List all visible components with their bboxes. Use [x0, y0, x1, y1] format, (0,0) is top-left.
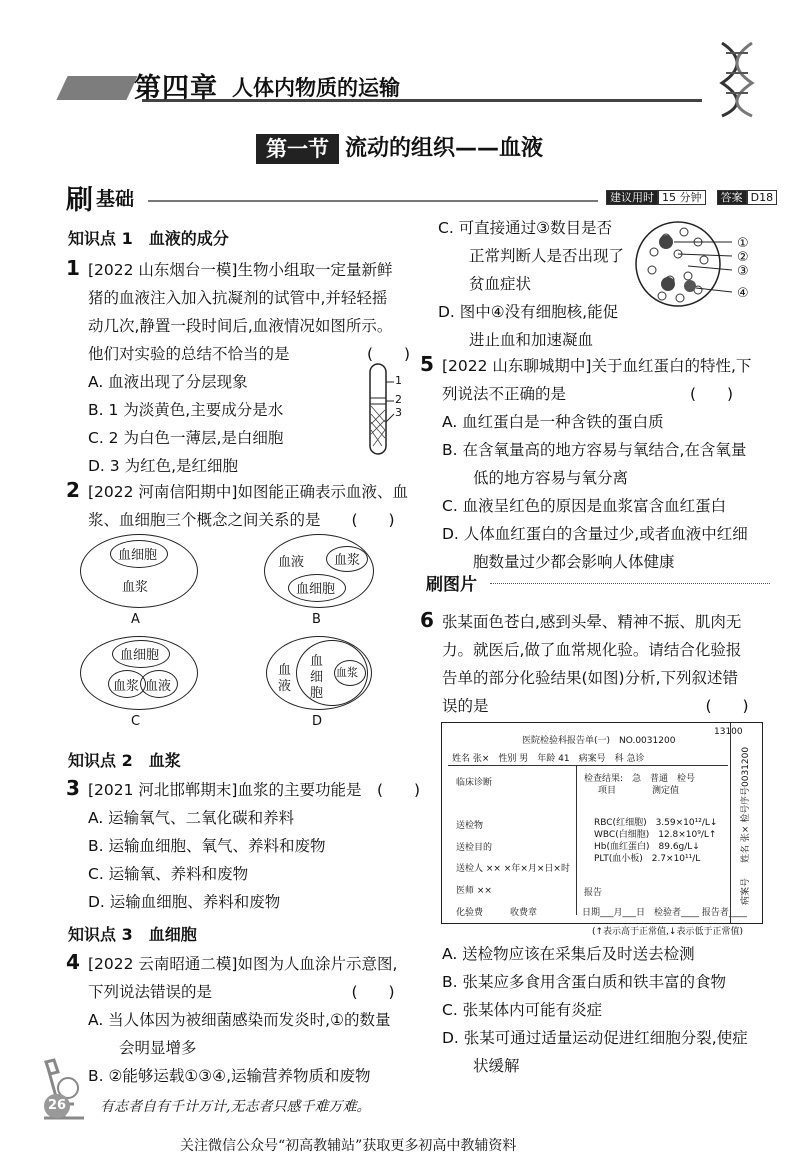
venn-d-text: 细 — [310, 670, 324, 685]
option-label: D — [312, 714, 323, 729]
option-label: A — [131, 612, 140, 627]
tube-label-2: 2 — [395, 393, 402, 406]
basic-title: 基础 — [96, 188, 135, 210]
question-number: 5 — [420, 352, 434, 376]
blood-smear-diagram — [632, 218, 732, 314]
section-title: 流动的组织——血液 — [345, 136, 544, 161]
venn-b-text: 血浆 — [334, 553, 361, 568]
time-tag: 建议用时 15 分钟 答案 D18 — [606, 186, 777, 205]
venn-d-text: 血浆 — [336, 666, 358, 679]
divider — [148, 200, 598, 202]
bottom-notice: 关注微信公众号“初高教辅站”获取更多初高中教辅资料 — [180, 1138, 517, 1154]
knowledge-point-2: 知识点 2 血浆 — [68, 751, 181, 770]
divider — [490, 583, 770, 585]
tube-label-1: 1 — [395, 374, 402, 387]
venn-c-text: 血液 — [145, 679, 172, 694]
chapter-number: 第四章 — [134, 73, 218, 104]
venn-c-text: 血浆 — [113, 679, 140, 694]
venn-a-text: 血浆 — [122, 580, 149, 595]
tube-label-3: 3 — [395, 406, 402, 419]
question-1: [2022 山东烟台一模]生物小组取一定量新鲜 猪的血液注入加入抗凝剂的试管中,并轻轻摇 动几次,静置一段时间后,血液情况如图所示。 他们对实验的总结不恰当的是 ( ) A. 血液出现了分层现象 B. 1 为淡黄色,主要成分是水 C. 2 为白色一薄层,是白细胞 D. 3 为红色,是红细胞 — [88, 261, 411, 475]
venn-d-text: 液 — [278, 679, 292, 694]
venn-a-text: 血细胞 — [118, 548, 158, 563]
venn-b-text: 血液 — [278, 555, 305, 570]
venn-d-text: 胞 — [310, 686, 324, 701]
question-6: 张某面色苍白,感到头晕、精神不振、肌肉无 力。就医后,做了血常规化验。请结合化验报 告单的部分化验结果(如图)分析,下列叙述错 误的是 ( ) — [442, 613, 749, 715]
question-number: 4 — [66, 950, 80, 974]
question-4: [2022 云南昭通二模]如图为人血涂片示意图, 下列说法错误的是 ( ) A. 当人体因为被细菌感染而发炎时,①的数量 会明显增多 B. ②能够运载①③④,运输营养物质和废物 — [88, 955, 398, 1085]
question-number: 6 — [420, 608, 434, 632]
venn-c-text: 血细胞 — [120, 648, 160, 663]
report-note: (↑表示高于正常值,↓表示低于正常值) — [592, 927, 743, 937]
marker-2: ② — [737, 250, 749, 265]
question-5: [2022 山东聊城期中]关于血红蛋白的特性,下 列说法不正确的是 ( ) A. 血红蛋白是一种含铁的蛋白质 B. 在含氧量高的地方容易与氧结合,在含氧量 低的地方容易与氧分离 C. 血液呈红色的原因是血浆富含血红蛋白 D. 人体血红蛋白的含量过少,或者血液中红细 胞数量过少都会影响人体健康 — [442, 357, 752, 571]
venn-d-text: 血 — [310, 654, 324, 669]
option-label: B — [312, 612, 321, 627]
marker-3: ③ — [737, 264, 749, 279]
motto: 有志者自有千计万计,无志者只感千难万难。 — [100, 1099, 371, 1115]
brush-title: 刷 — [66, 185, 93, 216]
knowledge-point-3: 知识点 3 血细胞 — [68, 925, 197, 944]
question-number: 1 — [66, 256, 80, 280]
chapter-title: 人体内物质的运输 — [232, 76, 400, 100]
marker-1: ① — [737, 236, 749, 251]
dna-icon — [712, 38, 762, 118]
knowledge-point-1: 知识点 1 血液的成分 — [68, 229, 229, 248]
venn-b-text: 血细胞 — [296, 582, 336, 597]
brush-picture-title: 刷图片 — [426, 575, 477, 595]
option-label: C — [131, 714, 141, 729]
question-3: [2021 河北邯郸期末]血浆的主要功能是 ( ) A. 运输氧气、二氧化碳和养料 B. 运输血细胞、氧气、养料和废物 C. 运输氧、养料和废物 D. 运输血细胞、养料和废物 — [88, 781, 421, 911]
section-label: 第一节 — [256, 134, 339, 164]
question-number: 2 — [66, 478, 80, 502]
page-number: 26 — [44, 1094, 70, 1118]
question-6-options: A. 送检物应该在采集后及时送去检测 B. 张某应多食用含蛋白质和铁丰富的食物 C. 张某体内可能有炎症 D. 张某可通过适量运动促进红细胞分裂,使症 状缓解 — [442, 945, 748, 1075]
question-2: [2022 河南信阳期中]如图能正确表示血液、血 浆、血细胞三个概念之间关系的是 ( ) — [88, 483, 408, 529]
test-tube-diagram — [360, 362, 410, 462]
question-4-continued: C. 可直接通过③数目是否 正常判断人是否出现了 贫血症状 D. 图中④没有细胞核,能促 进止血和加速凝血 — [438, 219, 625, 349]
venn-d-text: 血 — [278, 663, 292, 678]
marker-4: ④ — [737, 286, 749, 301]
lab-report: 13100 医院检验科报告单(一) NO.0031200 姓名 张× 性别 男 年龄 41 病案号 科 急诊 临床诊断 送检物 送检目的 送检人 ×× ×年×月×日×时 医师 ×× 化验费 收费章 检查结果: 急 普通 检号 项目 测定值 RBC(红细胞) 3.59×10¹²/L↓ WBC(白细胞) 12.8×10⁹/L↑ Hb(血红蛋白) 89.6g/L↓ PLT(血小板) 2.7×10¹¹/L 报告 日期___月___日 检验者____ 报告者____ 序号0031200 姓名 张× 检号 病案号 — [441, 722, 763, 924]
question-number: 3 — [66, 776, 80, 800]
